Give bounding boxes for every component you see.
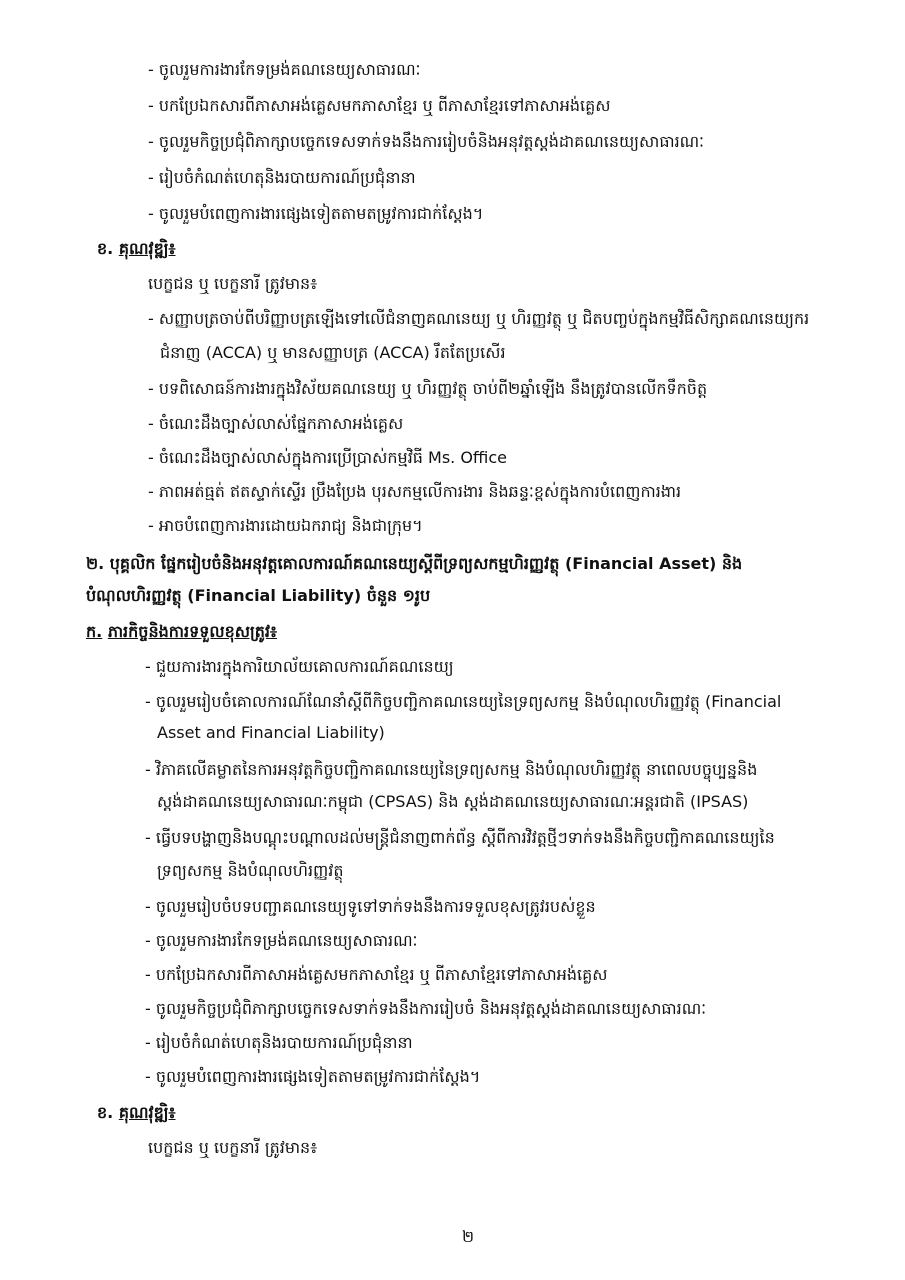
list-item: - ចូលរួមកិច្ចប្រជុំពិភាក្សាបច្ចេកទេសទាក់ទងនឹងការរៀបចំនិងអនុវត្តស្តង់ដាគណនេយ្យសាធារណៈ (148, 132, 705, 151)
list-item: - បទពិសោធន៍ការងារក្នុងវិស័យគណនេយ្យ ឬ ហិរញ្ញវត្ថុ ចាប់ពី២ឆ្នាំឡើង នឹងត្រូវបានលើកទឹកចិត្ត (148, 379, 708, 398)
position-heading-continuation: បំណុលហិរញ្ញវត្ថុ (Financial Liability) ចំនួន ១រូប (86, 586, 431, 605)
list-item: - ភាពអត់ធ្មត់ ឥតស្ទាក់ស្ទើរ ប្រឹងប្រែង បុរសកម្មលើការងារ និងឆន្ទៈខ្ពស់ក្នុងការបំពេញការងារ (148, 482, 682, 501)
list-item: - ជួយការងារក្នុងការិយាល័យគោលការណ៍គណនេយ្យ (145, 657, 454, 676)
list-item: - បកប្រែឯកសារពីភាសាអង់គ្លេសមកភាសាខ្មែរ ឬ ពីភាសាខ្មែរទៅភាសាអង់គ្លេស (145, 965, 608, 984)
list-item: - អាចបំពេញការងារដោយឯករាជ្យ និងជាក្រុម។ (148, 516, 423, 535)
list-item: - ចូលរួមរៀបចំបទបញ្ជាគណនេយ្យទូទៅទាក់ទងនឹងការទទួលខុសត្រូវរបស់ខ្លួន (145, 897, 596, 916)
heading-text: គុណវុឌ្ឍិ៖ (118, 239, 176, 258)
list-item-continuation: Asset and Financial Liability) (157, 723, 385, 742)
list-item: - ចូលរួមរៀបចំគោលការណ៍ណែនាំស្តីពីកិច្ចបញ្ជិកាគណនេយ្យនៃទ្រព្យសកម្ម និងបំណុលហិរញ្ញវត្ថុ (Financial (145, 692, 782, 711)
list-item: - ចូលរួមការងារកែទម្រង់គណនេយ្យសាធារណៈ (148, 60, 421, 79)
list-item: - រៀបចំកំណត់ហេតុនិងរបាយការណ៍ប្រជុំនានា (148, 168, 416, 187)
list-item: - វិភាគលើគម្លាតនៃការអនុវត្តកិច្ចបញ្ជិកាគណនេយ្យនៃទ្រព្យសកម្ម និងបំណុលហិរញ្ញវត្ថុ នាពេលបច្ចុប្បន្ននិង (145, 760, 758, 779)
qualification-heading (97, 237, 176, 261)
qualification-intro: បេក្ខជន ឬ បេក្ខនារី ត្រូវមាន៖ (148, 1138, 318, 1157)
position-heading: ២. បុគ្គលិក ផ្នែករៀបចំនិងអនុវត្តគោលការណ៍គណនេយ្យស្តីពីទ្រព្យសកម្មហិរញ្ញវត្ថុ (Financial Asset) និង (86, 554, 743, 573)
heading-number: ក. (86, 622, 103, 641)
list-item: - ធ្វើបទបង្ហាញនិងបណ្តុះបណ្តាលដល់មន្ត្រីជំនាញពាក់ព័ន្ធ ស្តីពីការវិវត្តថ្មីៗទាក់ទងនឹងកិច្ចបញ្ជិកាគណនេយ្យនៃ (145, 828, 775, 847)
qualification-heading (97, 1101, 176, 1125)
page-number: ២ (462, 1227, 475, 1246)
list-item-continuation: ស្តង់ដាគណនេយ្យសាធារណៈកម្ពុជា (CPSAS) និង ស្តង់ដាគណនេយ្យសាធារណៈអន្តរជាតិ (IPSAS) (157, 792, 749, 811)
list-item: - ចូលរួមការងារកែទម្រង់គណនេយ្យសាធារណៈ (145, 931, 418, 950)
list-item-continuation: ជំនាញ (ACCA) ឬ មានសញ្ញាបត្រ (ACCA) រឹតតែប្រសើរ (160, 343, 506, 362)
heading-number: ខ. (97, 239, 114, 258)
list-item: - ចូលរួមបំពេញការងារផ្សេងទៀតតាមតម្រូវការជាក់ស្តែង។ (148, 204, 484, 223)
list-item: - ចំណេះដឹងច្បាស់លាស់ក្នុងការប្រើប្រាស់កម្មវិធី Ms. Office (148, 448, 508, 467)
list-item-continuation: ទ្រព្យសកម្ម និងបំណុលហិរញ្ញវត្ថុ (157, 861, 344, 880)
duties-heading (86, 620, 277, 644)
list-item: - សញ្ញាបត្រចាប់ពីបរិញ្ញាបត្រឡើងទៅលើជំនាញគណនេយ្យ ឬ ហិរញ្ញវត្ថុ ឬ ជិតបញ្ចប់ក្នុងកម្មវិធីសិក្សាគណនេយ្យករ (148, 309, 810, 328)
list-item: - ចូលរួមបំពេញការងារផ្សេងទៀតតាមតម្រូវការជាក់ស្តែង។ (145, 1067, 481, 1086)
heading-text: គុណវុឌ្ឍិ៖ (118, 1103, 176, 1122)
qualification-intro: បេក្ខជន ឬ បេក្ខនារី ត្រូវមាន៖ (148, 274, 318, 293)
heading-text: ភារកិច្ចនិងការទទួលខុសត្រូវ៖ (107, 622, 278, 641)
list-item: - បកប្រែឯកសារពីភាសាអង់គ្លេសមកភាសាខ្មែរ ឬ ពីភាសាខ្មែរទៅភាសាអង់គ្លេស (148, 96, 611, 115)
list-item: - ចំណេះដឹងច្បាស់លាស់ផ្នែកភាសាអង់គ្លេស (148, 414, 404, 433)
heading-number: ខ. (97, 1103, 114, 1122)
list-item: - រៀបចំកំណត់ហេតុនិងរបាយការណ៍ប្រជុំនានា (145, 1033, 413, 1052)
list-item: - ចូលរួមកិច្ចប្រជុំពិភាក្សាបច្ចេកទេសទាក់ទងនឹងការរៀបចំ និងអនុវត្តស្តង់ដាគណនេយ្យសាធារណៈ (145, 999, 707, 1018)
